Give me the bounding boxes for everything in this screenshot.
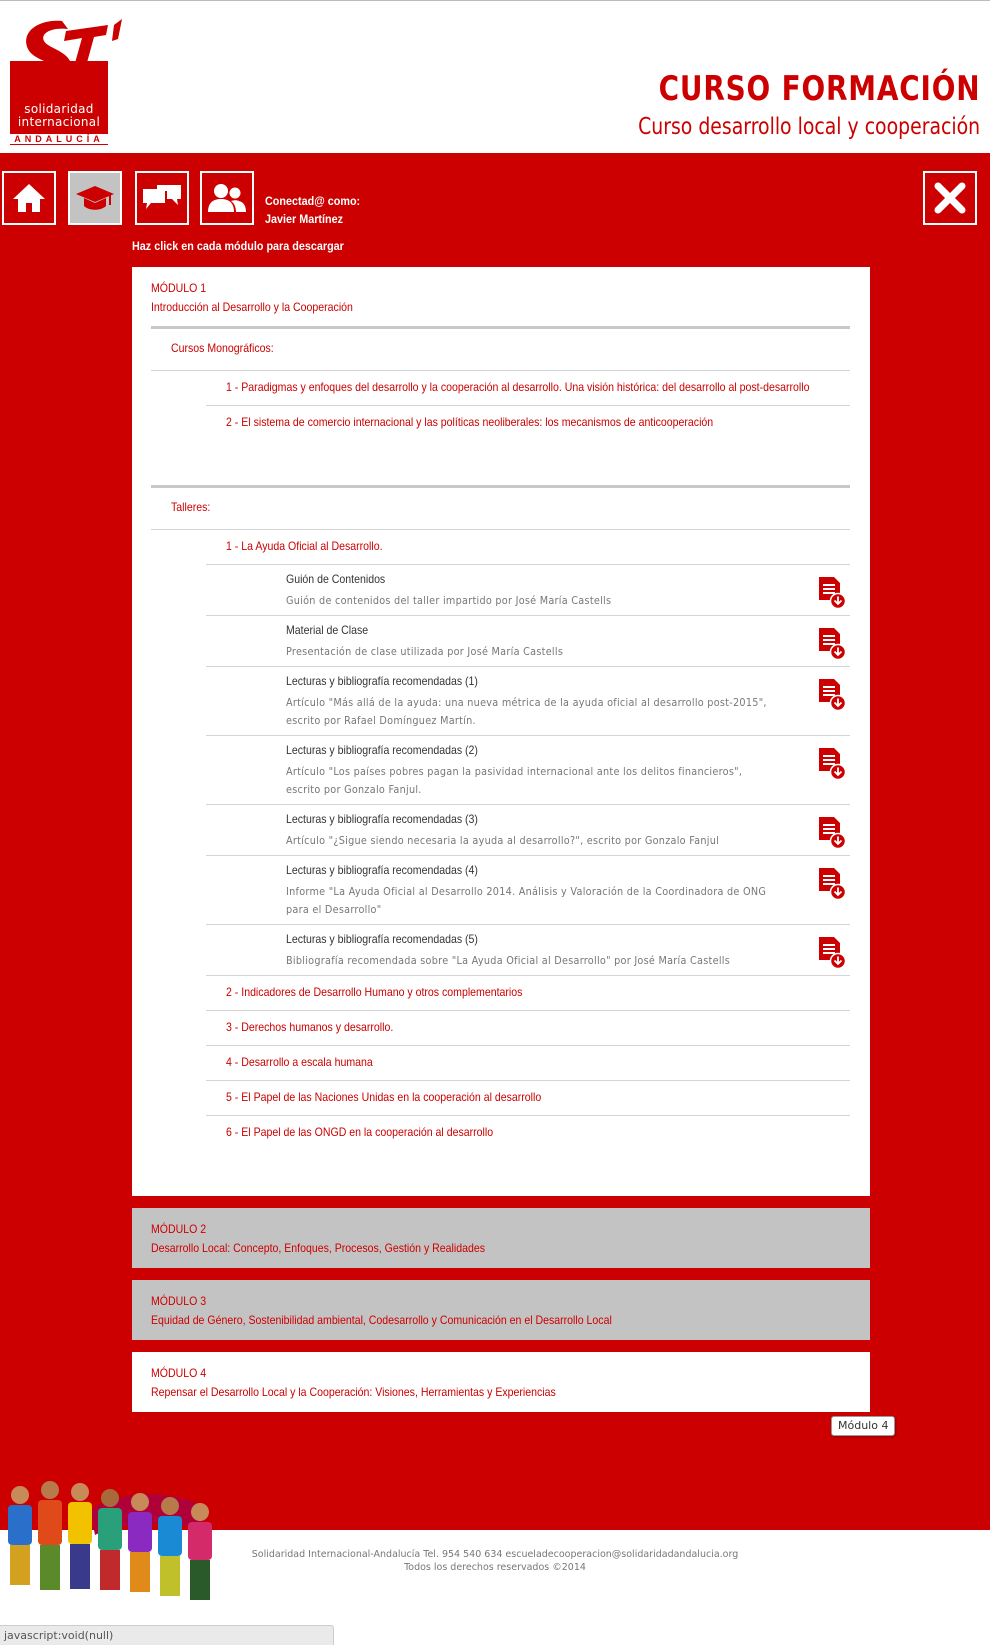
module-label: MÓDULO 2 <box>151 1222 207 1236</box>
monografico-link-1[interactable]: 1 - Paradigmas y enfoques del desarrollo y la cooperación al desarrollo. Una visión histórica: del desarrollo al post-desarrollo <box>226 380 810 394</box>
taller-link-6[interactable]: 6 - El Papel de las ONGD en la cooperación al desarrollo <box>226 1125 494 1139</box>
home-button[interactable] <box>2 171 56 225</box>
graduation-cap-icon <box>75 183 115 213</box>
page-subtitle: Curso desarrollo local y cooperación <box>637 114 980 140</box>
instruction-text: Haz click en cada módulo para descargar <box>132 239 344 253</box>
divider <box>206 405 850 406</box>
module-label: MÓDULO 3 <box>151 1294 207 1308</box>
logo-line1: solidaridad <box>24 102 94 116</box>
module-title: Repensar el Desarrollo Local y la Cooperación: Visiones, Herramientas y Experiencias <box>151 1385 556 1399</box>
module-2-header[interactable] <box>151 1220 485 1258</box>
footer-text <box>230 1548 760 1574</box>
resource-desc: Artículo "¿Sigue siendo necesaria la ayuda al desarrollo?", escrito por Gonzalo Fanjul <box>286 834 720 847</box>
divider <box>206 666 850 667</box>
module-title: Introducción al Desarrollo y la Cooperación <box>151 300 353 314</box>
module-title: Equidad de Género, Sostenibilidad ambiental, Codesarrollo y Comunicación en el Desarrollo Local <box>151 1313 612 1327</box>
download-document-icon[interactable] <box>816 626 846 660</box>
site-header <box>0 1 990 153</box>
taller-link-1[interactable]: 1 - La Ayuda Oficial al Desarrollo. <box>226 539 383 553</box>
taller-link-5[interactable]: 5 - El Papel de las Naciones Unidas en la cooperación al desarrollo <box>226 1090 542 1104</box>
resource-title: Lecturas y bibliografía recomendadas (3) <box>286 812 478 826</box>
user-name: Javier Martínez <box>265 212 344 226</box>
divider <box>206 1115 850 1116</box>
taller-link-2[interactable]: 2 - Indicadores de Desarrollo Humano y otros complementarios <box>226 985 523 999</box>
home-icon <box>12 182 46 214</box>
module-1-panel[interactable] <box>132 267 870 1196</box>
taller-link-4[interactable]: 4 - Desarrollo a escala humana <box>226 1055 373 1069</box>
section-divider <box>151 326 850 329</box>
module-2-panel[interactable] <box>132 1208 870 1268</box>
divider <box>206 1080 850 1081</box>
divider <box>206 975 850 976</box>
divider <box>206 735 850 736</box>
section-label-talleres: Talleres: <box>171 500 211 514</box>
logo-line2: internacional <box>17 115 101 129</box>
divider <box>151 370 850 371</box>
download-document-icon[interactable] <box>816 746 846 780</box>
resource-desc: Artículo "Los países pobres pagan la pasividad internacional ante los delitos financieros", escrito por Gonzalo Fanjul. <box>286 765 743 796</box>
page-title: CURSO FORMACIÓN <box>658 69 980 109</box>
people-illustration <box>0 1450 230 1625</box>
module-label: MÓDULO 1 <box>151 281 207 295</box>
module-4-header[interactable] <box>151 1364 556 1402</box>
forum-button[interactable] <box>135 171 189 225</box>
user-label: Conectad@ como: <box>265 194 361 208</box>
resource-desc: Artículo "Más allá de la ayuda: una nueva métrica de la ayuda oficial al desarrollo post-2015", escrito por Rafael Domínguez Martín. <box>286 696 767 727</box>
download-document-icon[interactable] <box>816 935 846 969</box>
taller-link-3[interactable]: 3 - Derechos humanos y desarrollo. <box>226 1020 394 1034</box>
module-3-panel[interactable] <box>132 1280 870 1340</box>
resource-title: Lecturas y bibliografía recomendadas (2) <box>286 743 478 757</box>
section-divider <box>151 485 850 488</box>
resource-title: Guión de Contenidos <box>286 572 386 586</box>
resource-title: Lecturas y bibliografía recomendadas (4) <box>286 863 478 877</box>
logo-si-icon <box>10 11 128 111</box>
users-icon <box>207 182 247 214</box>
module-4-panel[interactable] <box>132 1352 870 1412</box>
divider <box>206 1045 850 1046</box>
download-document-icon[interactable] <box>816 575 846 609</box>
logo-text <box>10 103 108 129</box>
module-label: MÓDULO 4 <box>151 1366 207 1380</box>
chat-icon <box>141 183 183 213</box>
resource-title: Lecturas y bibliografía recomendadas (5) <box>286 932 478 946</box>
download-document-icon[interactable] <box>816 677 846 711</box>
close-button[interactable] <box>923 171 977 225</box>
resource-desc: Presentación de clase utilizada por José María Castells <box>286 645 564 658</box>
resource-title: Material de Clase <box>286 623 369 637</box>
divider <box>206 804 850 805</box>
monografico-link-2[interactable]: 2 - El sistema de comercio internacional y las políticas neoliberales: los mecanismos de anticooperación <box>226 415 714 429</box>
users-button[interactable] <box>200 171 254 225</box>
divider <box>206 1010 850 1011</box>
divider <box>206 855 850 856</box>
resource-desc: Bibliografía recomendada sobre "La Ayuda Oficial al Desarrollo" por José María Castells <box>286 954 731 967</box>
divider <box>151 529 850 530</box>
user-info <box>265 192 360 228</box>
module-1-header[interactable] <box>151 279 353 317</box>
download-document-icon[interactable] <box>816 815 846 849</box>
course-button[interactable] <box>68 171 122 225</box>
logo[interactable] <box>8 11 128 146</box>
close-icon <box>933 181 967 215</box>
module-title: Desarrollo Local: Concepto, Enfoques, Procesos, Gestión y Realidades <box>151 1241 486 1255</box>
browser-status-bar: javascript:void(null) <box>0 1625 334 1645</box>
footer-contact[interactable]: Solidaridad Internacional-Andalucía Tel. 954 540 634 escueladecooperacion@solidaridadandalucia.org <box>251 1549 739 1560</box>
download-document-icon[interactable] <box>816 866 846 900</box>
footer-copyright: Todos los derechos reservados ©2014 <box>404 1562 586 1573</box>
resource-desc: Informe "La Ayuda Oficial al Desarrollo 2014. Análisis y Valoración de la Coordinadora de ONG para el Desarrollo" <box>286 885 767 916</box>
divider <box>206 615 850 616</box>
module-3-header[interactable] <box>151 1292 612 1330</box>
section-label-monograficos: Cursos Monográficos: <box>171 341 274 355</box>
divider <box>206 924 850 925</box>
resource-title: Lecturas y bibliografía recomendadas (1) <box>286 674 478 688</box>
divider <box>206 564 850 565</box>
logo-line3: ANDALUCÍA <box>10 134 108 144</box>
resource-desc: Guión de contenidos del taller impartido por José María Castells <box>286 594 612 607</box>
tooltip: Módulo 4 <box>831 1416 895 1436</box>
